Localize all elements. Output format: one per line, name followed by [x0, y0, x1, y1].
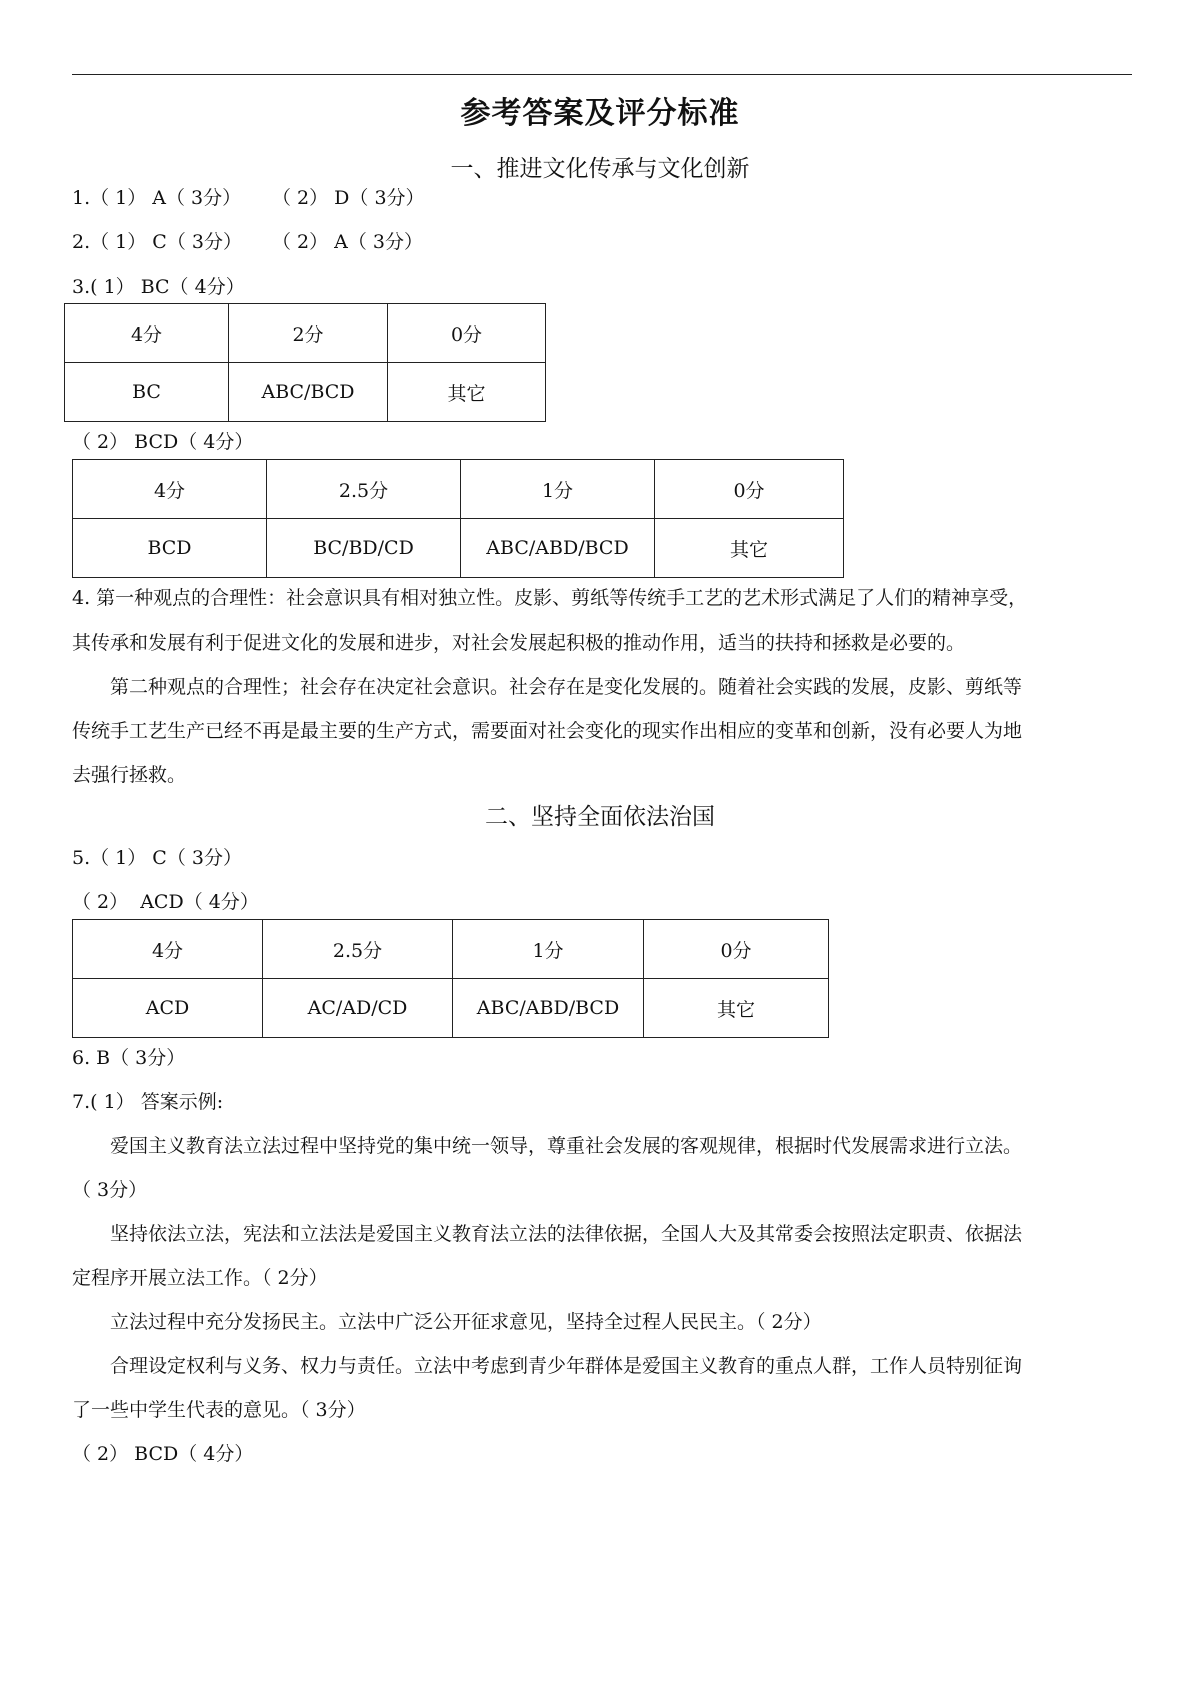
table-cell: 2.5分 — [263, 920, 453, 979]
table-cell: 其它 — [655, 519, 844, 578]
q4-line2: 其传承和发展有利于促进文化的发展和进步，对社会发展起积极的推动作用，适当的扶持和拯救是必要的。 — [72, 632, 966, 654]
table-cell: 其它 — [388, 363, 546, 422]
table-cell: 0分 — [388, 304, 546, 363]
table-cell: BCD — [73, 519, 267, 578]
top-rule — [72, 74, 1132, 75]
table-cell: 其它 — [644, 979, 829, 1038]
table-cell: BC/BD/CD — [267, 519, 461, 578]
q5-part2: （ 2） ACD（ 4分） — [72, 891, 259, 913]
q7-para2-line2: 定程序开展立法工作。（ 2分） — [72, 1267, 328, 1289]
table-row — [73, 979, 829, 1038]
section-heading-culture: 一、推进文化传承与文化创新 — [450, 156, 750, 182]
q7-para3: 立法过程中充分发扬民主。立法中广泛公开征求意见，坚持全过程人民民主。（ 2分） — [110, 1311, 822, 1333]
score-table-q3-1 — [64, 303, 546, 422]
q2-part2: （ 2） A（ 3分） — [272, 231, 424, 253]
q4-line5: 去强行拯救。 — [72, 764, 187, 786]
table-cell: BC — [65, 363, 229, 422]
q7-para4-line1: 合理设定权利与义务、权力与责任。立法中考虑到青少年群体是爱国主义教育的重点人群，工作人员特别征询 — [110, 1355, 1023, 1377]
table-cell: 2.5分 — [267, 460, 461, 519]
q7-part1: 7.( 1） 答案示例: — [72, 1091, 224, 1113]
table-cell: 1分 — [461, 460, 655, 519]
q7-para2-line1: 坚持依法立法，宪法和立法法是爱国主义教育法立法的法律依据，全国人大及其常委会按照法定职责、依据法 — [110, 1223, 1023, 1245]
q4-line1: 4. 第一种观点的合理性：社会意识具有相对独立性。皮影、剪纸等传统手工艺的艺术形式满足了人们的精神享受， — [72, 587, 1028, 609]
table-header-row — [73, 460, 844, 519]
table-cell: 0分 — [655, 460, 844, 519]
q7-para1-line1: 爱国主义教育法立法过程中坚持党的集中统一领导，尊重社会发展的客观规律，根据时代发展需求进行立法。 — [110, 1135, 1023, 1157]
q3-part2: （ 2） BCD（ 4分） — [72, 431, 254, 453]
table-cell: 4分 — [65, 304, 229, 363]
section-heading-law: 二、坚持全面依法治国 — [485, 804, 715, 830]
table-cell: 0分 — [644, 920, 829, 979]
q7-para1-line2: （ 3分） — [72, 1179, 148, 1201]
q4-line4: 传统手工艺生产已经不再是最主要的生产方式，需要面对社会变化的现实作出相应的变革和创新，没有必要人为地 — [72, 720, 1023, 742]
table-cell: AC/AD/CD — [263, 979, 453, 1038]
q1-part1: 1.（ 1） A（ 3分） — [72, 187, 242, 209]
table-header-row — [65, 304, 546, 363]
table-cell: ACD — [73, 979, 263, 1038]
q7-part2: （ 2） BCD（ 4分） — [72, 1443, 254, 1465]
q7-para4-line2: 了一些中学生代表的意见。（ 3分） — [72, 1399, 366, 1421]
q1-part2: （ 2） D（ 3分） — [272, 187, 425, 209]
table-cell: ABC/ABD/BCD — [453, 979, 644, 1038]
q3-part1: 3.( 1） BC（ 4分） — [72, 276, 245, 298]
table-row — [65, 363, 546, 422]
table-cell: ABC/BCD — [229, 363, 388, 422]
table-header-row — [73, 920, 829, 979]
q6: 6. B（ 3分） — [72, 1047, 186, 1069]
table-cell: 2分 — [229, 304, 388, 363]
table-cell: 1分 — [453, 920, 644, 979]
q5-part1: 5.（ 1） C（ 3分） — [72, 847, 242, 869]
score-table-q5-2 — [72, 919, 829, 1038]
page-title: 参考答案及评分标准 — [460, 96, 740, 131]
score-table-q3-2 — [72, 459, 844, 578]
q2-part1: 2.（ 1） C（ 3分） — [72, 231, 242, 253]
q4-line3: 第二种观点的合理性；社会存在决定社会意识。社会存在是变化发展的。随着社会实践的发展，皮影、剪纸等 — [110, 676, 1023, 698]
table-cell: 4分 — [73, 920, 263, 979]
table-cell: 4分 — [73, 460, 267, 519]
table-row — [73, 519, 844, 578]
table-cell: ABC/ABD/BCD — [461, 519, 655, 578]
